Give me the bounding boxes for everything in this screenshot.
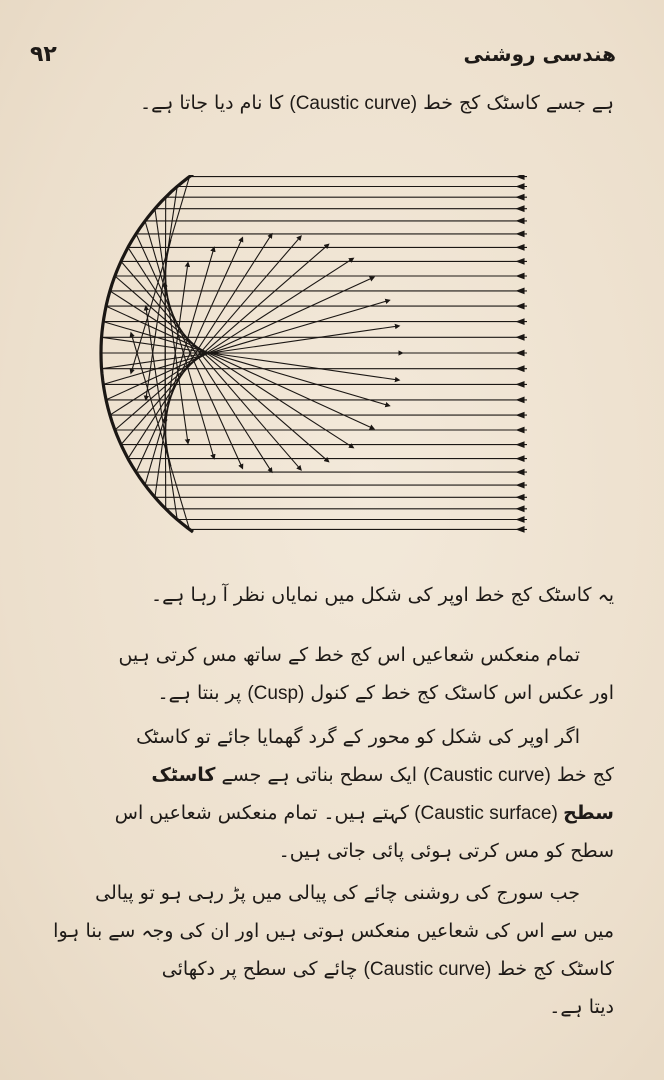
incident-arrowhead bbox=[517, 470, 524, 475]
incident-arrowhead bbox=[517, 335, 524, 340]
incident-arrowhead bbox=[517, 413, 524, 418]
reflected-ray bbox=[102, 326, 398, 369]
p3-text-a: کج خط bbox=[550, 764, 614, 786]
incident-arrowhead bbox=[517, 245, 524, 250]
incident-arrowhead bbox=[517, 184, 524, 189]
paragraph-4 bbox=[40, 874, 614, 1026]
reflected-ray bbox=[145, 249, 214, 485]
reflected-ray bbox=[146, 308, 177, 520]
incident-arrowhead bbox=[517, 288, 524, 293]
p4-text-a: کاسٹک کج خط bbox=[491, 958, 614, 980]
p2-latin-term: (Cusp) bbox=[247, 683, 305, 704]
reflected-ray bbox=[155, 264, 188, 497]
p3-line-4: سطح کو مس کرتی ہوئی پائی جاتی ہیں۔ bbox=[278, 840, 614, 862]
incident-arrowhead bbox=[517, 427, 524, 432]
intro-latin-term: (Caustic curve) bbox=[289, 93, 418, 114]
incident-arrowhead bbox=[517, 483, 524, 488]
incident-arrowhead bbox=[517, 304, 524, 309]
paragraph-1 bbox=[40, 576, 614, 614]
incident-arrowhead bbox=[517, 195, 524, 200]
p3-text-c: کہتے ہیں۔ تمام منعکس شعاعیں اس bbox=[114, 802, 409, 824]
reflected-ray bbox=[146, 187, 177, 399]
p4-line-4: دیتا ہے۔ bbox=[549, 996, 614, 1018]
reflected-rays bbox=[101, 177, 401, 530]
incident-arrowhead bbox=[517, 456, 524, 461]
incident-arrowhead bbox=[517, 442, 524, 447]
intro-text-b: کا نام دیا جاتا ہے۔ bbox=[139, 92, 290, 114]
incident-arrowhead bbox=[517, 366, 524, 371]
running-head: هندسی روشنی bbox=[463, 42, 616, 66]
p2-line-1: تمام منعکس شعاعیں اس کج خط کے ساتھ مس کرتی ہیں bbox=[118, 644, 580, 666]
intro-paragraph bbox=[40, 84, 614, 122]
incident-arrowhead bbox=[517, 259, 524, 264]
incident-arrowhead bbox=[517, 319, 524, 324]
incident-arrowhead bbox=[517, 231, 524, 236]
paragraph-2 bbox=[40, 636, 614, 712]
p3-line-2 bbox=[40, 756, 614, 794]
incident-arrowhead bbox=[517, 495, 524, 500]
incident-arrowhead bbox=[517, 273, 524, 278]
reflected-ray bbox=[106, 306, 373, 428]
p2-text-b: پر بنتا ہے۔ bbox=[157, 682, 248, 704]
page-number: ۹۲ bbox=[30, 42, 57, 67]
incident-arrowhead bbox=[517, 397, 524, 402]
intro-text-a: ہے جسے کاسٹک کج خط bbox=[417, 92, 614, 114]
p4-line-2: میں سے اس کی شعاعیں منعکس ہوتی ہیں اور ان کی وجہ سے بنا ہوا bbox=[53, 920, 614, 942]
incident-arrowhead bbox=[517, 527, 524, 532]
incident-arrowhead bbox=[517, 175, 524, 179]
p4-line-3 bbox=[40, 950, 614, 988]
p2-text-a: اور عکس اس کاسٹک کج خط کے کنول bbox=[304, 682, 614, 704]
paragraph-3 bbox=[40, 718, 614, 870]
reflected-ray bbox=[165, 284, 166, 509]
intro-line bbox=[40, 84, 614, 122]
p4-text-b: چائے کی سطح پر دکھائی bbox=[161, 958, 364, 980]
p3-latin-term: (Caustic curve) bbox=[423, 765, 551, 786]
incident-arrowhead bbox=[517, 517, 524, 522]
p3-bold-term-a: کاسٹک bbox=[151, 764, 216, 786]
reflected-ray bbox=[145, 221, 214, 457]
p3-bold-term-b: سطح bbox=[563, 802, 614, 824]
caustic-diagram bbox=[95, 175, 535, 535]
p4-line-1: جب سورج کی روشنی چائے کی پیالی میں پڑ رہی ہو تو پیالی bbox=[95, 882, 580, 904]
p3-line-3 bbox=[40, 794, 614, 832]
p1-line-1: یہ کاسٹک کج خط اوپر کی شکل میں نمایاں نظر آ رہا ہے۔ bbox=[151, 584, 614, 606]
p3-latin-term-2: (Caustic surface) bbox=[408, 803, 564, 824]
incident-arrowhead bbox=[517, 382, 524, 387]
incident-arrowhead bbox=[517, 350, 524, 355]
reflected-ray bbox=[102, 337, 398, 380]
p2-line-2 bbox=[40, 674, 614, 712]
page-header bbox=[30, 42, 616, 76]
incident-arrowhead bbox=[517, 218, 524, 223]
incident-arrowhead bbox=[517, 506, 524, 511]
p3-line-1: اگر اوپر کی شکل کو محور کے گرد گھمایا جائے تو کاسٹک bbox=[136, 726, 580, 748]
p4-latin-term: (Caustic curve) bbox=[363, 959, 492, 980]
p3-text-b: ایک سطح بناتی ہے جسے bbox=[215, 764, 424, 786]
incident-arrowhead bbox=[517, 206, 524, 211]
